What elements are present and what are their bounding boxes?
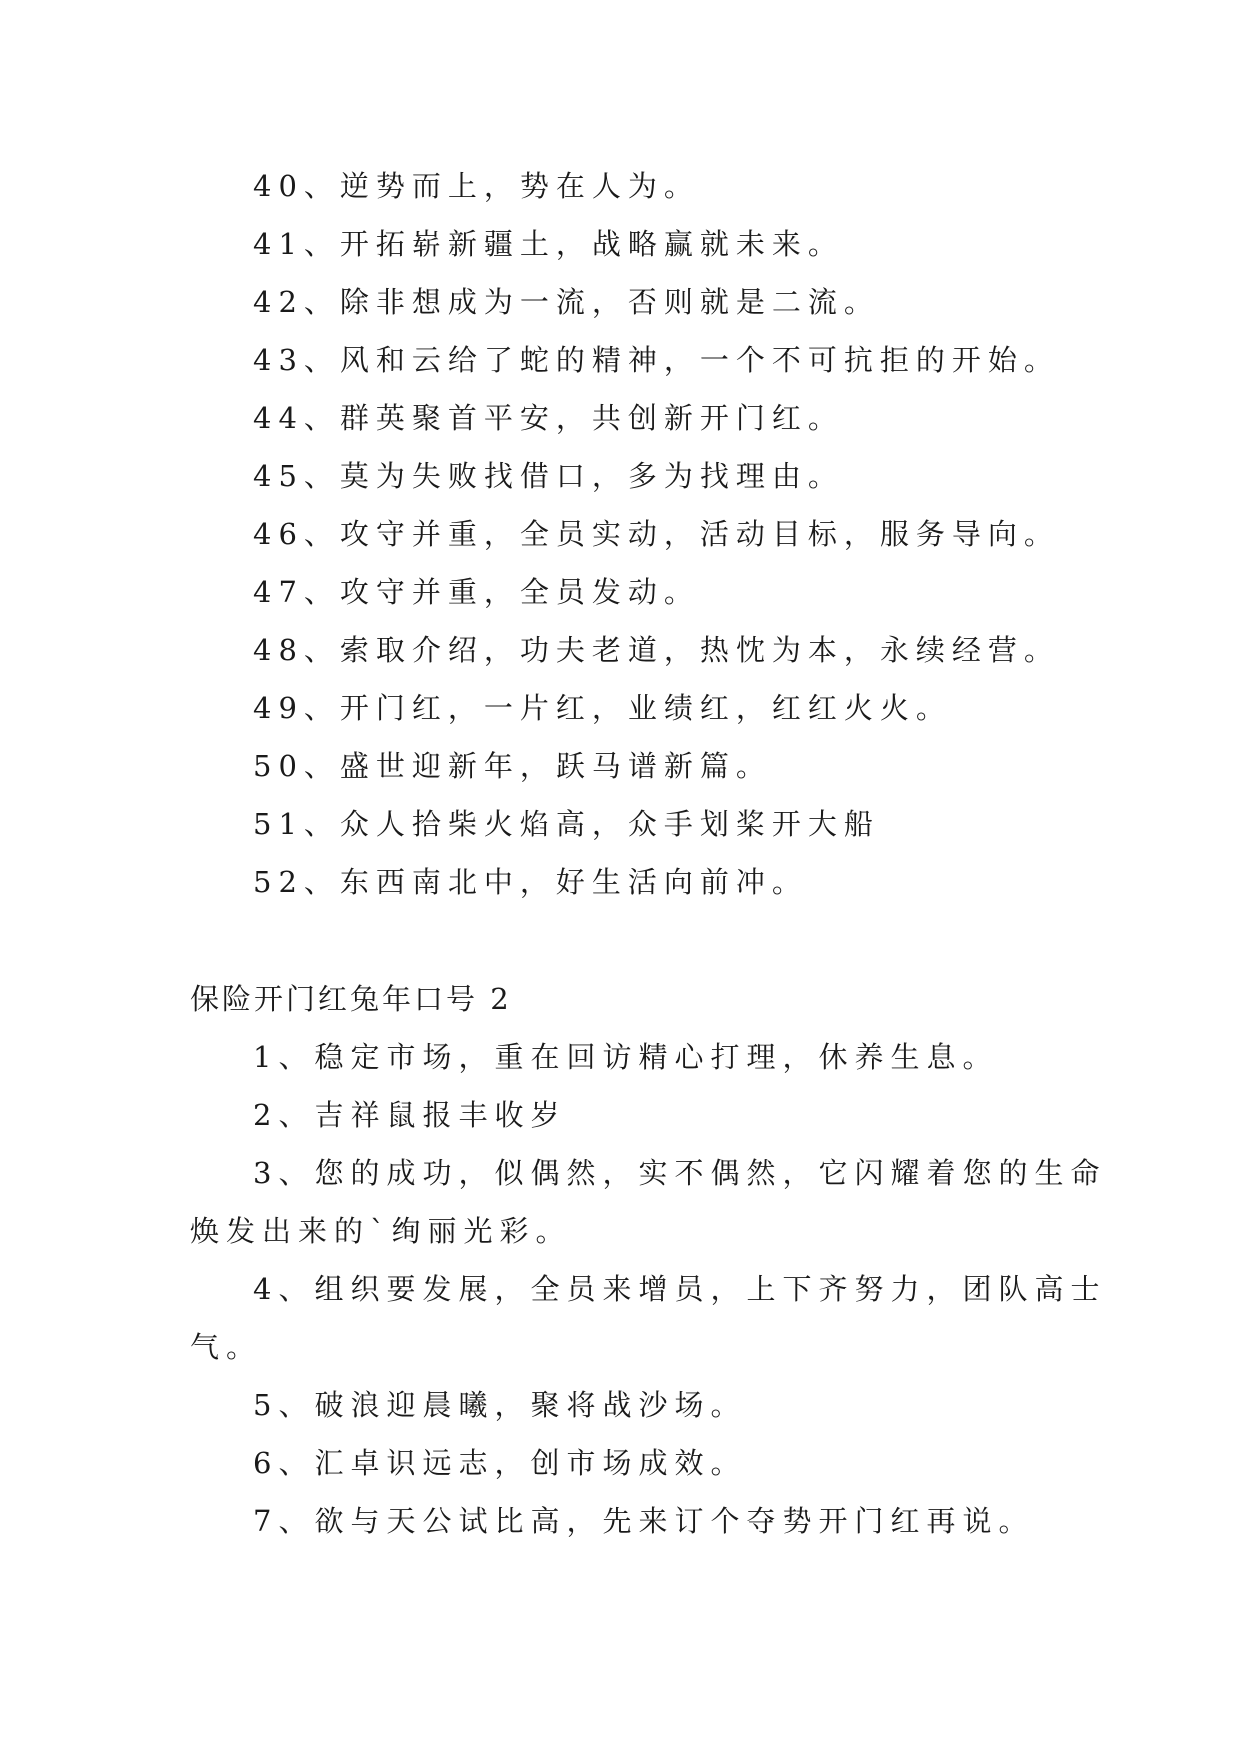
slogan-46: 46、攻守并重，全员实动，活动目标，服务导向。 xyxy=(253,517,1060,551)
slogan-51: 51、众人拾柴火焰高，众手划桨开大船 xyxy=(253,807,880,841)
slogan-44: 44、群英聚首平安，共创新开门红。 xyxy=(253,401,844,435)
slogan-2-6: 6、汇卓识远志，创市场成效。 xyxy=(253,1446,747,1480)
slogan-2-3: 3、您的成功，似偶然，实不偶然，它闪耀着您的生命 xyxy=(253,1156,1107,1190)
slogan-42: 42、除非想成为一流，否则就是二流。 xyxy=(253,285,880,319)
section-title: 保险开门红兔年口号 2 xyxy=(190,982,512,1016)
slogan-2-2: 2、吉祥鼠报丰收岁 xyxy=(253,1098,567,1132)
slogan-2-4-cont: 气。 xyxy=(190,1330,263,1364)
slogan-2-3-cont: 焕发出来的`绚丽光彩。 xyxy=(190,1214,572,1248)
slogan-47: 47、攻守并重，全员发动。 xyxy=(253,575,700,609)
slogan-2-4: 4、组织要发展，全员来增员，上下齐努力，团队高士 xyxy=(253,1272,1107,1306)
slogan-43: 43、风和云给了蛇的精神，一个不可抗拒的开始。 xyxy=(253,343,1060,377)
slogan-48: 48、索取介绍，功夫老道，热忱为本，永续经营。 xyxy=(253,633,1060,667)
slogan-2-5: 5、破浪迎晨曦，聚将战沙场。 xyxy=(253,1388,747,1422)
slogan-41: 41、开拓崭新疆土，战略赢就未来。 xyxy=(253,227,844,261)
slogan-49: 49、开门红，一片红，业绩红，红红火火。 xyxy=(253,691,952,725)
slogan-2-7: 7、欲与天公试比高，先来订个夺势开门红再说。 xyxy=(253,1504,1035,1538)
slogan-2-1: 1、稳定市场，重在回访精心打理，休养生息。 xyxy=(253,1040,999,1074)
slogan-50: 50、盛世迎新年，跃马谱新篇。 xyxy=(253,749,772,783)
slogan-45: 45、莫为失败找借口，多为找理由。 xyxy=(253,459,844,493)
slogan-40: 40、逆势而上，势在人为。 xyxy=(253,169,700,203)
slogan-52: 52、东西南北中，好生活向前冲。 xyxy=(253,865,808,899)
